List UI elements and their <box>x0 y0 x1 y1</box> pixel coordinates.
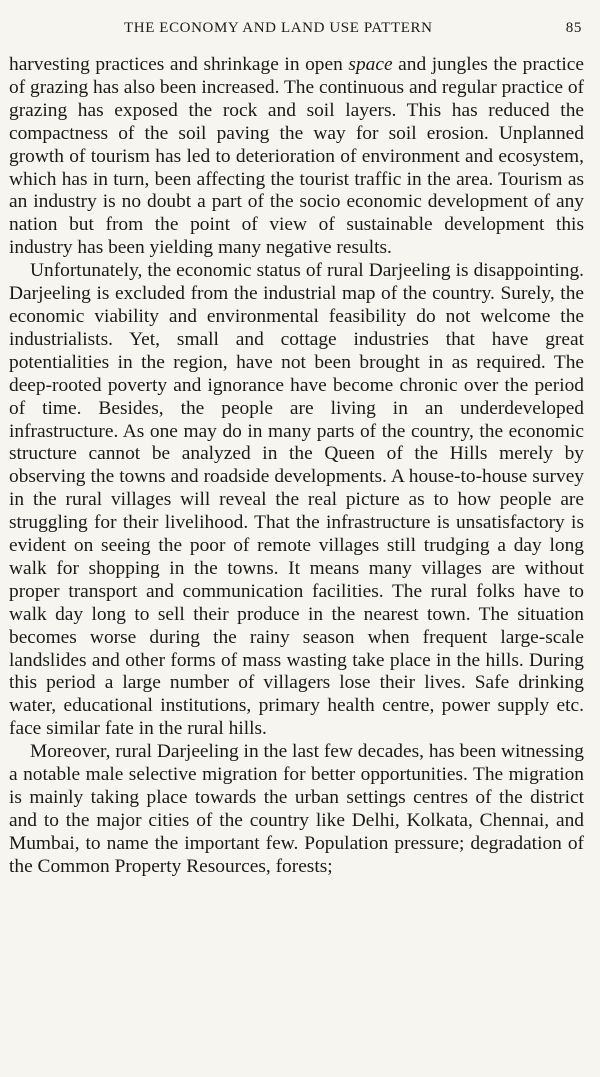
paragraph-text-lead: harvesting practices and shrinkage in open <box>9 54 349 75</box>
page-number: 85 <box>565 20 582 36</box>
paragraph-continued <box>9 54 584 260</box>
paragraph-text-rest: and jungles the practice of grazing has also been increased. The continuous and regular practice of grazing has exposed the rock and soil layers. This has reduced the compactness of the soil paving the way for soil erosion. Unplanned growth of tourism has led to deterioration of environment and ecosystem, which has in turn, been affecting the tourist traffic in the area. Tourism as an industry is no doubt a part of the socio economic development of any nation but from the point of view of sustainable development this industry has been yielding many negative results. <box>9 54 584 259</box>
paragraph-migration: Moreover, rural Darjeeling in the last few decades, has been witnessing a notable male selective migration for better opportunities. The migration is mainly taking place towards the urban settings centres of the district and to the major cities of the country like Delhi, Kolkata, Chennai, and Mumbai, to name the important few. Population pressure; degradation of the Common Property Resources, forests; <box>9 741 584 877</box>
body-text <box>9 54 584 879</box>
running-header <box>9 20 584 48</box>
paragraph-economic-status: Unfortunately, the economic status of rural Darjeeling is disappointing. Darjeeling is excluded from the industrial map of the country. Surely, the economic viability and environmental feasibility do not welcome the industrialists. Yet, small and cottage industries that have great potentialities in the region, have not been brought in as required. The deep-rooted poverty and ignorance have become chronic over the period of time. Besides, the people are living in an underdeveloped infrastructure. As one may do in many parts of the country, the economic structure cannot be analyzed in the Queen of the Hills merely by observing the towns and roadside developments. A house-to-house survey in the rural villages will reveal the real picture as to how people are struggling for their livelihood. That the infrastructure is unsatisfactory is evident on seeing the poor of remote villages still trudging a day long walk for shopping in the towns. It means many villages are without proper transport and communication facilities. The rural folks have to walk day long to sell their produce in the nearest town. The situation becomes worse during the rainy season when frequent large-scale landslides and other forms of mass wasting take place in the hills. During this period a large number of villagers lose their lives. Safe drinking water, educational institutions, primary health centre, power supply etc. face similar fate in the rural hills. <box>9 260 584 740</box>
running-title: THE ECONOMY AND LAND USE PATTERN <box>124 20 433 36</box>
italic-word: space <box>348 54 393 75</box>
